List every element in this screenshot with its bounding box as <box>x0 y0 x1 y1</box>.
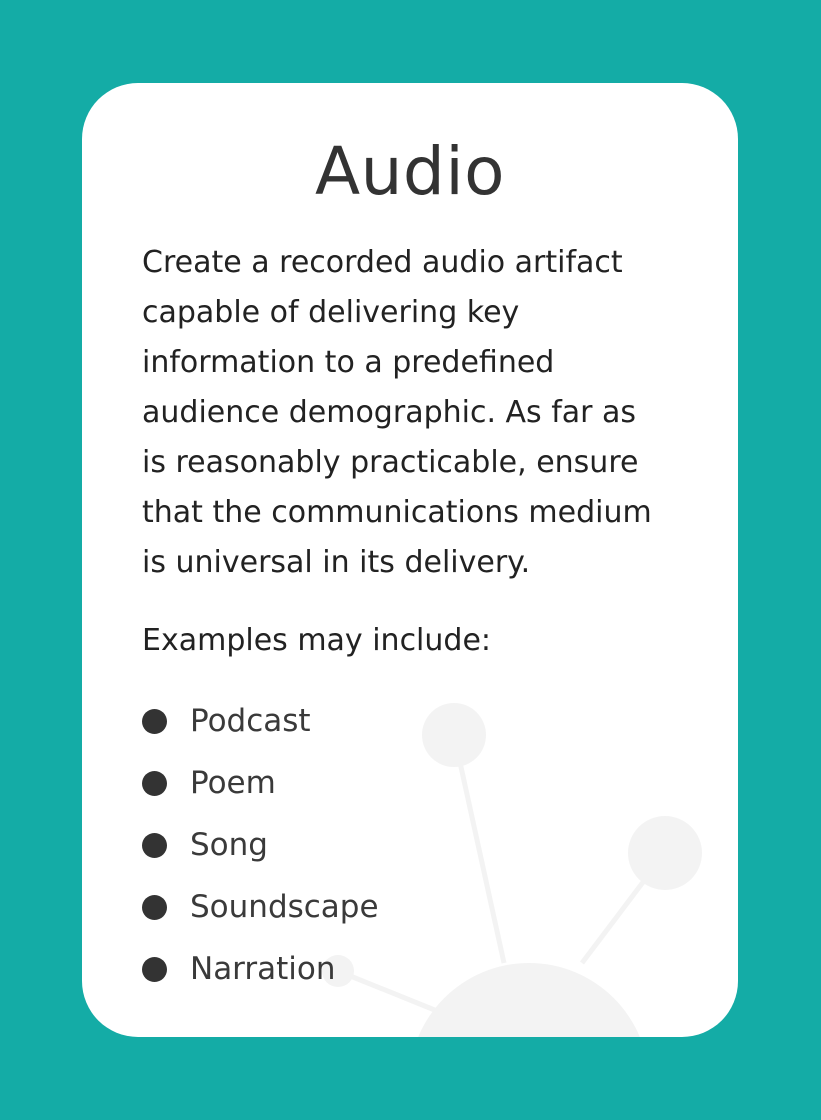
list-item <box>142 876 379 938</box>
example-poem: Poem <box>190 765 276 801</box>
example-song: Song <box>190 827 268 863</box>
description-line: that the communications medium <box>142 495 652 530</box>
examples-label: Examples may include: <box>142 623 492 658</box>
list-item <box>142 938 379 1000</box>
card-title: Audio <box>314 133 506 210</box>
list-item <box>142 814 379 876</box>
example-podcast: Podcast <box>190 703 311 739</box>
bullet-dot-icon <box>142 895 167 920</box>
audio-card <box>82 83 738 1037</box>
bullet-dot-icon <box>142 709 167 734</box>
bullet-dot-icon <box>142 957 167 982</box>
description-line: audience demographic. As far as <box>142 395 637 430</box>
bullet-dot-icon <box>142 771 167 796</box>
description-line: information to a predefined <box>142 345 555 380</box>
examples-list <box>142 690 379 1000</box>
bullet-dot-icon <box>142 833 167 858</box>
card-description <box>142 238 702 588</box>
description-line: capable of delivering key <box>142 295 520 330</box>
description-line: is universal in its delivery. <box>142 545 531 580</box>
description-line: Create a recorded audio artifact <box>142 245 623 280</box>
example-soundscape: Soundscape <box>190 889 379 925</box>
example-narration: Narration <box>190 951 336 987</box>
list-item <box>142 752 379 814</box>
description-line: is reasonably practicable, ensure <box>142 445 639 480</box>
list-item <box>142 690 379 752</box>
